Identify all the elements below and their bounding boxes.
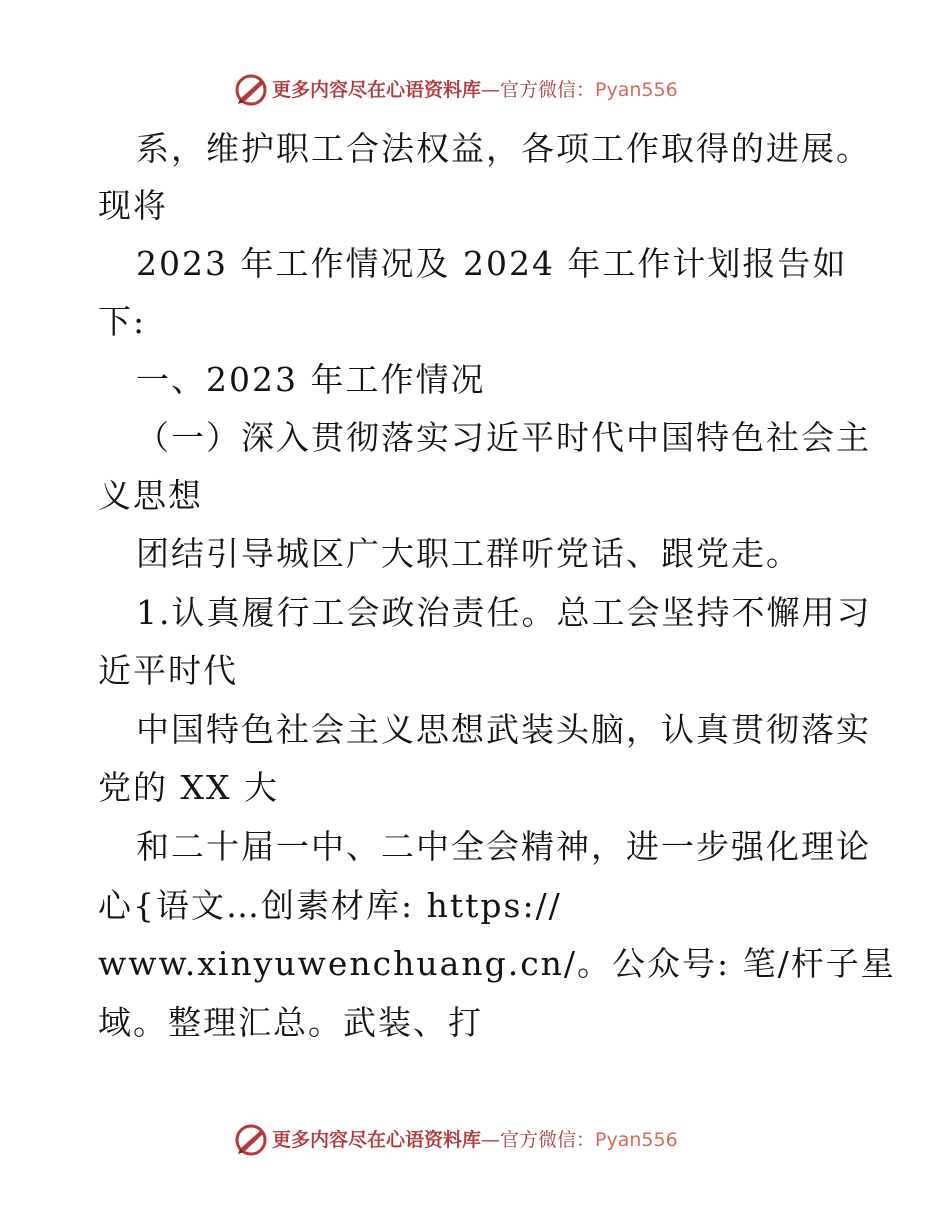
text-line: 和二十届一中、二中全会精神，进一步强化理论 [136, 827, 871, 866]
banner-wechat-id: Pyan556 [595, 1129, 678, 1151]
text-line: 下: [98, 302, 147, 341]
banner-title: 更多内容尽在心语资料库 [272, 79, 482, 101]
banner-title: 更多内容尽在心语资料库 [272, 1129, 482, 1151]
banner-dash: — [481, 1129, 501, 1151]
pen-in-circle-logo-icon [234, 1123, 268, 1157]
banner-wechat-label: 官方微信： [500, 79, 596, 101]
section-heading: 一、2023 年工作情况 [136, 360, 486, 399]
banner-text [272, 78, 678, 102]
banner-text [272, 1128, 678, 1152]
text-line: 现将 [98, 186, 168, 225]
text-line: 心{语文…创素材库: https:// [98, 886, 562, 925]
text-line: 近平时代 [98, 651, 238, 690]
text-line: 团结引导城区广大职工群听党话、跟党走。 [136, 534, 801, 573]
text-line: www.xinyuwenchuang.cn/。公众号: 笔/杆子星 [98, 944, 896, 983]
text-line: 中国特色社会主义思想武装头脑，认真贯彻落实 [136, 710, 871, 749]
text-line: 2023 年工作情况及 2024 年工作计划报告如 [136, 244, 848, 283]
footer-banner [0, 1120, 950, 1160]
text-line: 系，维护职工合法权益，各项工作取得的进展。 [136, 129, 871, 168]
text-line: 党的 XX 大 [98, 768, 279, 807]
pen-in-circle-logo-icon [234, 73, 268, 107]
banner-wechat-label: 官方微信： [500, 1129, 596, 1151]
subsection-heading: （一）深入贯彻落实习近平时代中国特色社会主 [136, 418, 871, 457]
text-line: 义思想 [98, 476, 203, 515]
banner-dash: — [481, 79, 501, 101]
banner-wechat-id: Pyan556 [595, 79, 678, 101]
text-line: 域。整理汇总。武装、打 [98, 1003, 483, 1042]
header-banner [0, 70, 950, 110]
text-line: 1.认真履行工会政治责任。总工会坚持不懈用习 [136, 593, 872, 632]
